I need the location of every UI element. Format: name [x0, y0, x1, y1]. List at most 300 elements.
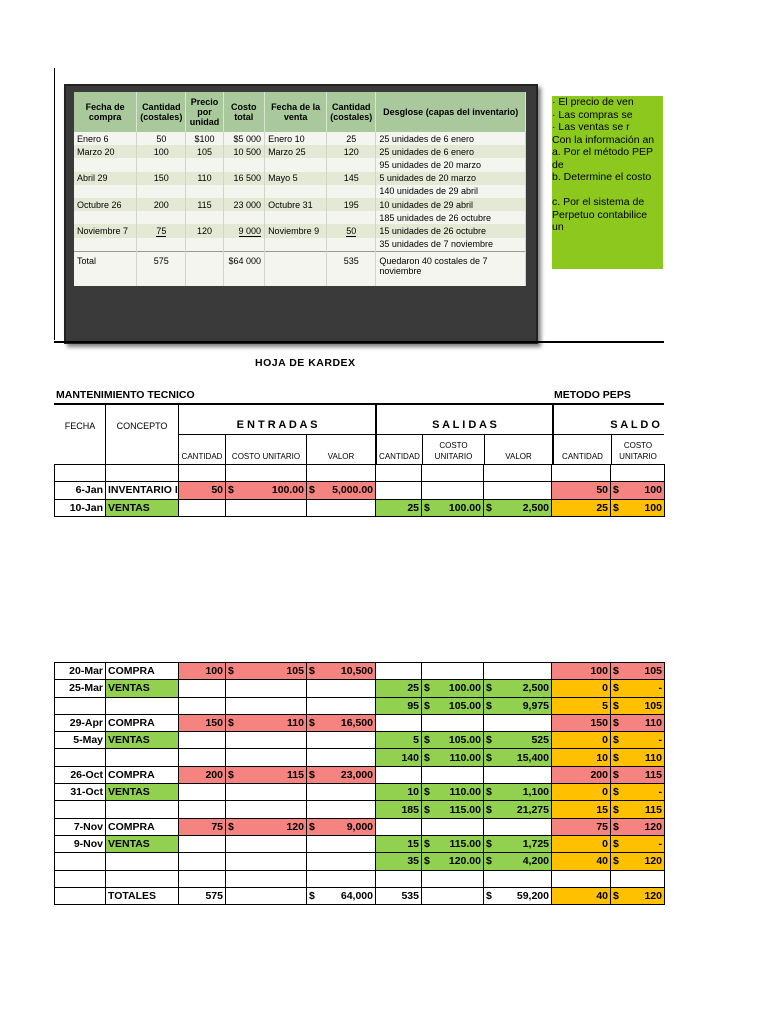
cell-concepto: VENTAS	[106, 835, 179, 852]
source-total-cell: Total	[74, 251, 137, 286]
header-concepto: CONCEPTO	[116, 421, 168, 431]
cell-salida-valor: $ 4,200	[484, 853, 552, 870]
cell-entrada-valor	[307, 499, 376, 516]
source-cell	[137, 211, 186, 224]
source-cell: Enero 6	[74, 132, 137, 145]
cell-saldo-cantidad: 75	[552, 818, 611, 835]
cell-salida-valor	[484, 482, 552, 499]
header-salidas-valor: VALOR	[505, 452, 532, 461]
cell-entrada-cantidad: 50	[179, 482, 226, 499]
cell-concepto	[106, 870, 179, 887]
cell-entrada-valor	[307, 835, 376, 852]
cell-saldo-cantidad: 50	[552, 482, 611, 499]
cell-saldo-cantidad: 40	[552, 853, 611, 870]
cell-saldo-costo: $ 100	[611, 482, 665, 499]
kardex-row	[55, 887, 665, 904]
cell-salida-costo: $ 120.00	[422, 853, 484, 870]
cell-entrada-cantidad: 575	[179, 887, 226, 904]
kardex-row	[55, 749, 665, 766]
cell-saldo-cantidad: 0	[552, 784, 611, 801]
cell-entrada-valor	[307, 784, 376, 801]
cell-salida-valor	[484, 766, 552, 783]
source-header-cell: Cantidad (costales)	[137, 92, 186, 132]
header-fecha: FECHA	[64, 421, 96, 431]
note-line: · El precio de ven	[552, 96, 634, 108]
cell-entrada-cantidad	[179, 680, 226, 697]
cell-salida-costo: $ 100.00	[422, 499, 484, 516]
header-saldo-costo: COSTO	[623, 441, 653, 450]
source-row	[74, 132, 526, 145]
cell-salida-cantidad: 5	[376, 732, 422, 749]
source-cell: 9 000	[223, 224, 265, 237]
source-inventory-table	[74, 92, 526, 286]
header-salidas-unitario: UNITARIO	[434, 452, 473, 461]
source-cell	[186, 211, 223, 224]
cell-concepto: COMPRA	[106, 766, 179, 783]
source-cell	[265, 211, 327, 224]
cell-saldo-cantidad: 5	[552, 697, 611, 714]
left-border-line	[54, 68, 55, 340]
cell-salida-costo	[422, 870, 484, 887]
cell-salida-cantidad: 535	[376, 887, 422, 904]
cell-salida-costo	[422, 818, 484, 835]
cell-salida-cantidad: 95	[376, 697, 422, 714]
cell-concepto: VENTAS	[106, 680, 179, 697]
cell-saldo-cantidad	[552, 465, 611, 482]
cell-fecha: 26-Oct	[55, 766, 106, 783]
cell-saldo-costo: $ -	[611, 835, 665, 852]
kardex-title: HOJA DE KARDEX	[255, 357, 356, 369]
cell-fecha: 31-Oct	[55, 784, 106, 801]
cell-entrada-costo	[226, 697, 307, 714]
source-cell: Mayo 5	[265, 172, 327, 185]
cell-fecha	[55, 801, 106, 818]
source-total-cell: 535	[327, 251, 376, 286]
cell-salida-cantidad: 10	[376, 784, 422, 801]
cell-salida-valor: $ 59,200	[484, 887, 552, 904]
cell-entrada-costo: $ 100.00	[226, 482, 307, 499]
cell-entrada-costo	[226, 732, 307, 749]
kardex-row	[55, 870, 665, 887]
cell-salida-costo: $ 105.00	[422, 732, 484, 749]
source-cell	[74, 238, 137, 252]
cell-salida-costo: $ 115.00	[422, 835, 484, 852]
source-header-cell: Costo total	[223, 92, 265, 132]
cell-fecha	[55, 870, 106, 887]
cell-entrada-costo: $ 110	[226, 714, 307, 731]
cell-saldo-costo: $ 105	[611, 663, 665, 680]
cell-salida-costo	[422, 714, 484, 731]
source-cell: 120	[327, 145, 376, 158]
section-divider	[54, 341, 664, 343]
source-row	[74, 211, 526, 224]
note-line: · Las compras se	[552, 108, 633, 121]
cell-concepto: COMPRA	[106, 714, 179, 731]
cell-salida-costo: $ 110.00	[422, 749, 484, 766]
cell-entrada-cantidad	[179, 784, 226, 801]
cell-saldo-cantidad: 0	[552, 732, 611, 749]
cell-salida-valor	[484, 465, 552, 482]
cell-entrada-cantidad: 150	[179, 714, 226, 731]
header-saldo: S A L D O	[610, 419, 660, 431]
source-total-row	[74, 251, 526, 286]
source-cell	[186, 185, 223, 198]
cell-entrada-cantidad	[179, 835, 226, 852]
source-cell: Marzo 20	[74, 145, 137, 158]
kardex-row	[55, 818, 665, 835]
kardex-row	[55, 697, 665, 714]
cell-fecha: 9-Nov	[55, 835, 106, 852]
note-line: · Las ventas se r	[552, 121, 630, 133]
source-cell: Octubre 26	[74, 198, 137, 211]
note-line: Con la información an	[552, 133, 655, 146]
cell-fecha	[55, 749, 106, 766]
source-cell: 15 unidades de 26 octubre	[376, 224, 526, 237]
cell-entrada-valor	[307, 465, 376, 482]
source-cell: Marzo 25	[265, 145, 327, 158]
cell-fecha: 10-Jan	[55, 499, 106, 516]
cell-fecha	[55, 853, 106, 870]
kardex-row	[55, 663, 665, 680]
source-cell	[137, 158, 186, 171]
source-cell: Noviembre 9	[265, 224, 327, 237]
cell-entrada-valor	[307, 697, 376, 714]
cell-entrada-costo	[226, 465, 307, 482]
cell-saldo-costo	[611, 465, 665, 482]
source-cell	[74, 158, 137, 171]
cell-salida-cantidad	[376, 818, 422, 835]
source-cell: 35 unidades de 7 noviembre	[376, 238, 526, 252]
source-cell: 140 unidades de 29 abril	[376, 185, 526, 198]
cell-saldo-costo: $ -	[611, 732, 665, 749]
cell-salida-costo	[422, 465, 484, 482]
cell-saldo-cantidad: 0	[552, 680, 611, 697]
cell-entrada-cantidad	[179, 732, 226, 749]
cell-concepto: VENTAS	[106, 732, 179, 749]
source-header-cell: Fecha de compra	[74, 92, 137, 132]
cell-saldo-costo: $ 105	[611, 697, 665, 714]
cell-entrada-valor	[307, 870, 376, 887]
cell-saldo-costo: $ 120	[611, 818, 665, 835]
cell-salida-cantidad: 35	[376, 853, 422, 870]
header-salidas: S A L I D A S	[432, 419, 497, 431]
cell-entrada-costo: $ 115	[226, 766, 307, 783]
cell-fecha: 7-Nov	[55, 818, 106, 835]
kardex-table-top	[54, 464, 665, 517]
cell-salida-cantidad	[376, 870, 422, 887]
source-cell	[223, 211, 265, 224]
cell-salida-cantidad	[376, 663, 422, 680]
cell-entrada-valor: $ 23,000	[307, 766, 376, 783]
source-cell: 150	[137, 172, 186, 185]
cell-salida-cantidad: 25	[376, 499, 422, 516]
cell-salida-cantidad: 15	[376, 835, 422, 852]
cell-saldo-costo: $ 110	[611, 749, 665, 766]
kardex-row	[55, 482, 665, 499]
source-cell: 95 unidades de 20 marzo	[376, 158, 526, 171]
cell-concepto	[106, 853, 179, 870]
cell-saldo-cantidad: 100	[552, 663, 611, 680]
source-cell	[223, 238, 265, 252]
cell-saldo-cantidad: 0	[552, 835, 611, 852]
cell-entrada-costo: $ 105	[226, 663, 307, 680]
source-row	[74, 172, 526, 185]
cell-salida-costo: $ 100.00	[422, 680, 484, 697]
cell-fecha	[55, 697, 106, 714]
source-cell	[327, 185, 376, 198]
header-entradas-costo-unitario: COSTO UNITARIO	[231, 452, 301, 461]
source-cell: 25 unidades de 6 enero	[376, 145, 526, 158]
source-header-cell: Desglose (capas del inventario)	[376, 92, 526, 132]
cell-salida-costo: $ 105.00	[422, 697, 484, 714]
cell-salida-valor	[484, 663, 552, 680]
cell-salida-costo	[422, 887, 484, 904]
cell-entrada-cantidad: 75	[179, 818, 226, 835]
cell-salida-valor: $ 2,500	[484, 499, 552, 516]
cell-saldo-cantidad: 150	[552, 714, 611, 731]
cell-concepto	[106, 465, 179, 482]
cell-entrada-cantidad	[179, 801, 226, 818]
cell-salida-valor	[484, 714, 552, 731]
source-cell	[137, 238, 186, 252]
cell-entrada-valor	[307, 801, 376, 818]
note-line	[552, 184, 663, 197]
kardex-row	[55, 801, 665, 818]
source-total-cell	[265, 251, 327, 286]
cell-saldo-cantidad: 25	[552, 499, 611, 516]
cell-fecha: 5-May	[55, 732, 106, 749]
kardex-row	[55, 499, 665, 516]
source-total-cell: 575	[137, 251, 186, 286]
source-cell	[223, 185, 265, 198]
note-line: b. Determine el costo	[552, 171, 652, 183]
cell-salida-costo	[422, 482, 484, 499]
cell-salida-valor: $ 1,725	[484, 835, 552, 852]
header-salidas-costo: COSTO	[439, 441, 468, 450]
cell-saldo-costo: $ 115	[611, 766, 665, 783]
cell-concepto	[106, 749, 179, 766]
cell-entrada-cantidad	[179, 870, 226, 887]
cell-entrada-valor: $ 9,000	[307, 818, 376, 835]
kardex-row	[55, 784, 665, 801]
source-cell: $100	[186, 132, 223, 145]
source-cell: 50	[137, 132, 186, 145]
source-cell: 16 500	[223, 172, 265, 185]
header-entradas: E N T R A D A S	[236, 419, 318, 431]
cell-saldo-cantidad: 200	[552, 766, 611, 783]
cell-salida-valor: $ 21,275	[484, 801, 552, 818]
cell-entrada-cantidad	[179, 499, 226, 516]
cell-salida-valor: $ 525	[484, 732, 552, 749]
source-row	[74, 185, 526, 198]
source-cell: Octubre 31	[265, 198, 327, 211]
source-cell	[74, 211, 137, 224]
cell-entrada-cantidad	[179, 749, 226, 766]
source-cell	[327, 158, 376, 171]
source-header-cell: Precio por unidad	[186, 92, 223, 132]
kardex-row	[55, 853, 665, 870]
cell-salida-valor: $ 9,975	[484, 697, 552, 714]
note-line: c. Por el sistema de	[552, 196, 645, 208]
cell-saldo-costo: $ 100	[611, 499, 665, 516]
source-row	[74, 145, 526, 158]
cell-entrada-valor: $ 5,000.00	[307, 482, 376, 499]
cell-concepto: TOTALES	[106, 887, 179, 904]
kardex-row	[55, 680, 665, 697]
cell-salida-costo: $ 115.00	[422, 801, 484, 818]
cell-saldo-costo: $ -	[611, 784, 665, 801]
source-cell: Abril 29	[74, 172, 137, 185]
cell-entrada-costo	[226, 835, 307, 852]
kardex-row	[55, 732, 665, 749]
cell-fecha: 20-Mar	[55, 663, 106, 680]
source-cell: 5 unidades de 20 marzo	[376, 172, 526, 185]
source-cell: 23 000	[223, 198, 265, 211]
kardex-row	[55, 766, 665, 783]
cell-concepto	[106, 697, 179, 714]
cell-entrada-costo	[226, 801, 307, 818]
cell-saldo-cantidad: 15	[552, 801, 611, 818]
cell-entrada-costo	[226, 784, 307, 801]
cell-concepto: COMPRA	[106, 663, 179, 680]
header-saldo-unitario: UNITARIO	[619, 452, 657, 461]
source-row	[74, 238, 526, 252]
kardex-table-bottom	[54, 662, 665, 905]
cell-entrada-valor	[307, 732, 376, 749]
cell-salida-costo	[422, 663, 484, 680]
cell-salida-valor	[484, 818, 552, 835]
cell-salida-costo	[422, 766, 484, 783]
cell-entrada-costo: $ 120	[226, 818, 307, 835]
cell-entrada-costo	[226, 887, 307, 904]
cell-entrada-costo	[226, 499, 307, 516]
source-cell: 10 500	[223, 145, 265, 158]
source-cell: 25 unidades de 6 enero	[376, 132, 526, 145]
source-cell: 110	[186, 172, 223, 185]
source-cell	[223, 158, 265, 171]
cell-entrada-costo	[226, 680, 307, 697]
cell-salida-cantidad: 140	[376, 749, 422, 766]
source-cell: Enero 10	[265, 132, 327, 145]
cell-concepto	[106, 801, 179, 818]
cell-fecha	[55, 887, 106, 904]
kardex-row	[55, 465, 665, 482]
source-total-cell: Quedaron 40 costales de 7 noviembre	[376, 251, 526, 286]
source-cell: 195	[327, 198, 376, 211]
header-saldo-cantidad: CANTIDAD	[562, 452, 603, 461]
cell-salida-valor: $ 2,500	[484, 680, 552, 697]
source-cell: 200	[137, 198, 186, 211]
method-label: METODO PEPS	[554, 389, 631, 401]
source-cell: 145	[327, 172, 376, 185]
cell-fecha: 6-Jan	[55, 482, 106, 499]
kardex-row	[55, 714, 665, 731]
cell-saldo-costo: $ 115	[611, 801, 665, 818]
source-cell: 50	[327, 224, 376, 237]
instructions-note	[552, 96, 663, 269]
cell-fecha: 29-Apr	[55, 714, 106, 731]
note-line: de	[552, 158, 564, 171]
header-salidas-cantidad: CANTIDAD	[379, 452, 420, 461]
company-name: MANTENIMIENTO TECNICO	[56, 389, 195, 401]
source-cell	[186, 158, 223, 171]
cell-fecha: 25-Mar	[55, 680, 106, 697]
source-cell: Noviembre 7	[74, 224, 137, 237]
cell-salida-cantidad: 185	[376, 801, 422, 818]
source-cell: 10 unidades de 29 abril	[376, 198, 526, 211]
cell-saldo-costo: $ 120	[611, 853, 665, 870]
source-table-image	[64, 84, 538, 344]
cell-entrada-cantidad	[179, 697, 226, 714]
cell-entrada-cantidad	[179, 853, 226, 870]
source-cell: 25	[327, 132, 376, 145]
header-entradas-cantidad: CANTIDAD	[181, 452, 223, 461]
cell-salida-costo: $ 110.00	[422, 784, 484, 801]
cell-entrada-valor: $ 10,500	[307, 663, 376, 680]
source-cell: 115	[186, 198, 223, 211]
cell-saldo-cantidad	[552, 870, 611, 887]
cell-salida-cantidad: 25	[376, 680, 422, 697]
cell-saldo-costo: $ 120	[611, 887, 665, 904]
cell-salida-cantidad	[376, 714, 422, 731]
cell-saldo-costo	[611, 870, 665, 887]
cell-saldo-costo: $ -	[611, 680, 665, 697]
source-cell: 105	[186, 145, 223, 158]
source-cell	[186, 238, 223, 252]
source-cell	[265, 158, 327, 171]
cell-entrada-cantidad: 200	[179, 766, 226, 783]
cell-entrada-costo	[226, 870, 307, 887]
cell-concepto: COMPRA	[106, 818, 179, 835]
source-row	[74, 158, 526, 171]
cell-saldo-cantidad: 40	[552, 887, 611, 904]
cell-entrada-costo	[226, 749, 307, 766]
cell-salida-valor: $ 15,400	[484, 749, 552, 766]
cell-salida-cantidad	[376, 465, 422, 482]
source-cell: $5 000	[223, 132, 265, 145]
source-cell: 75	[137, 224, 186, 237]
cell-entrada-costo	[226, 853, 307, 870]
cell-saldo-cantidad: 10	[552, 749, 611, 766]
source-row	[74, 224, 526, 237]
source-cell: 100	[137, 145, 186, 158]
source-cell	[327, 211, 376, 224]
cell-saldo-costo: $ 110	[611, 714, 665, 731]
source-cell	[74, 185, 137, 198]
cell-concepto: INVENTARIO I	[106, 482, 179, 499]
cell-entrada-valor	[307, 749, 376, 766]
cell-fecha	[55, 465, 106, 482]
cell-entrada-valor	[307, 853, 376, 870]
source-cell	[137, 185, 186, 198]
cell-entrada-cantidad	[179, 465, 226, 482]
source-cell	[327, 238, 376, 252]
source-total-cell	[186, 251, 223, 286]
cell-concepto: VENTAS	[106, 499, 179, 516]
cell-salida-valor: $ 1,100	[484, 784, 552, 801]
cell-concepto: VENTAS	[106, 784, 179, 801]
source-header-cell: Cantidad (costales)	[327, 92, 376, 132]
source-cell: 120	[186, 224, 223, 237]
cell-entrada-cantidad: 100	[179, 663, 226, 680]
note-line: un	[552, 221, 564, 233]
source-cell	[265, 185, 327, 198]
source-header-cell: Fecha de la venta	[265, 92, 327, 132]
note-line: a. Por el método PEP	[552, 146, 653, 158]
note-line: Perpetuo contabilice	[552, 208, 648, 221]
cell-salida-cantidad	[376, 766, 422, 783]
kardex-row	[55, 835, 665, 852]
